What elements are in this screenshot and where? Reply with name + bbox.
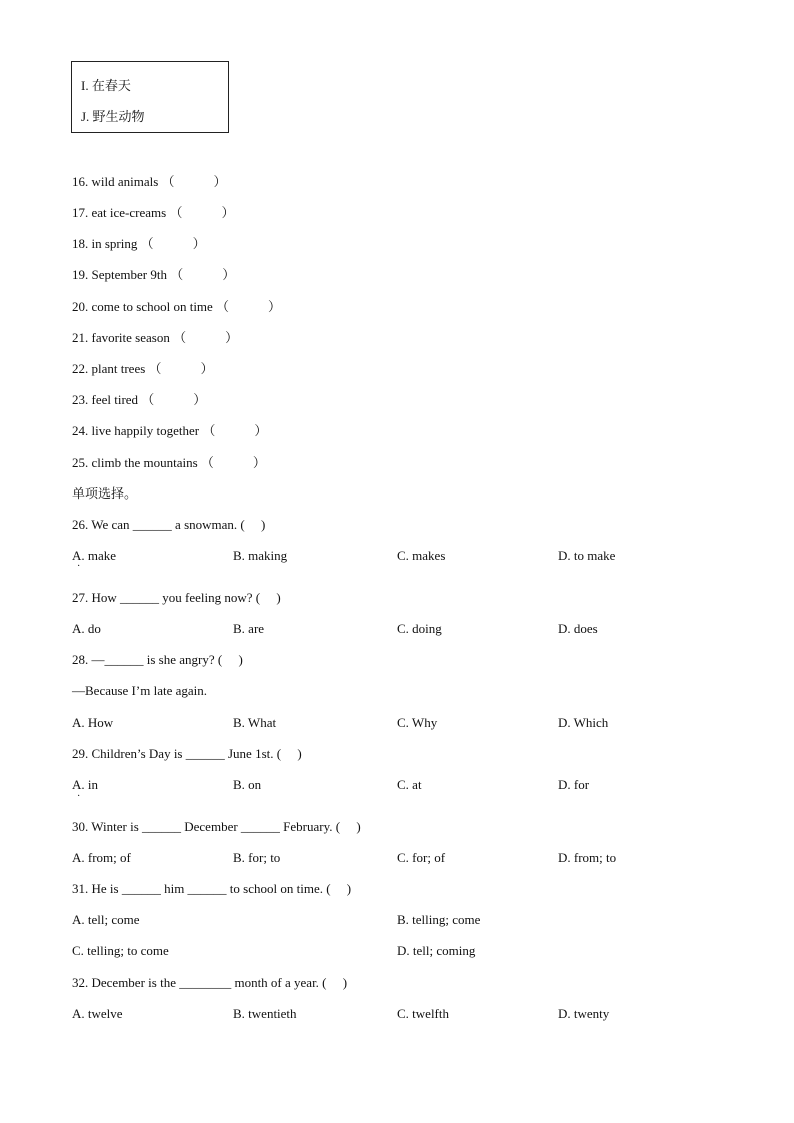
question-32-option-c: C. twelfth [397, 1006, 449, 1021]
matching-options-box [71, 61, 229, 133]
matching-item-17: 17. eat ice-creams （ ） [72, 205, 235, 220]
stray-dot-mark: · [77, 791, 81, 802]
question-26-option-b: B. making [233, 548, 288, 563]
question-27-stem: 27. How ______ you feeling now? ( ) [72, 590, 281, 605]
question-28-option-a: A. How [72, 715, 114, 730]
question-29-stem: 29. Children’s Day is ______ June 1st. ( ) [72, 746, 302, 761]
question-29-option-d: D. for [558, 777, 590, 792]
question-31-option-b: B. telling; come [397, 912, 481, 927]
question-30-stem: 30. Winter is ______ December ______ February. ( ) [72, 819, 361, 834]
question-31-option-d: D. tell; coming [397, 943, 476, 958]
matching-item-24: 24. live happily together （ ） [72, 423, 268, 438]
option-j-text: J. 野生动物 [81, 109, 145, 124]
question-30-option-b: B. for; to [233, 850, 281, 865]
matching-item-19: 19. September 9th （ ） [72, 267, 236, 282]
question-31-stem: 31. He is ______ him ______ to school on time. ( ) [72, 881, 352, 896]
question-29-option-a: A. in [72, 777, 98, 792]
option-i-text: I. 在春天 [81, 78, 131, 93]
question-30-option-d: D. from; to [558, 850, 617, 865]
matching-item-25: 25. climb the mountains （ ） [72, 455, 266, 470]
question-32-stem: 32. December is the ________ month of a year. ( ) [72, 975, 348, 990]
question-27-option-a: A. do [72, 621, 101, 636]
question-32-option-b: B. twentieth [233, 1006, 297, 1021]
question-28-option-b: B. What [233, 715, 277, 730]
question-31-option-c: C. telling; to come [72, 943, 169, 958]
matching-item-22: 22. plant trees （ ） [72, 361, 214, 376]
question-30-option-a: A. from; of [72, 850, 131, 865]
question-27-option-d: D. does [558, 621, 598, 636]
question-32-option-d: D. twenty [558, 1006, 610, 1021]
stray-dot-mark: · [77, 561, 81, 572]
question-26-option-a: A. make [72, 548, 117, 563]
question-26-option-d: D. to make [558, 548, 616, 563]
matching-item-21: 21. favorite season （ ） [72, 330, 239, 345]
question-27-option-b: B. are [233, 621, 265, 636]
question-29-option-c: C. at [397, 777, 422, 792]
question-28-option-d: D. Which [558, 715, 609, 730]
matching-item-23: 23. feel tired （ ） [72, 392, 207, 407]
matching-item-16: 16. wild animals （ ） [72, 174, 227, 189]
section-title: 单项选择。 [72, 486, 138, 501]
question-30-option-c: C. for; of [397, 850, 446, 865]
question-31-option-a: A. tell; come [72, 912, 140, 927]
matching-item-20: 20. come to school on time （ ） [72, 299, 282, 314]
question-28-response: —Because I’m late again. [72, 683, 207, 698]
question-29-option-b: B. on [233, 777, 262, 792]
question-28-option-c: C. Why [397, 715, 438, 730]
matching-item-18: 18. in spring （ ） [72, 236, 206, 251]
question-28-stem: 28. —______ is she angry? ( ) [72, 652, 243, 667]
question-26-stem: 26. We can ______ a snowman. ( ) [72, 517, 266, 532]
question-26-option-c: C. makes [397, 548, 446, 563]
question-32-option-a: A. twelve [72, 1006, 123, 1021]
question-27-option-c: C. doing [397, 621, 442, 636]
